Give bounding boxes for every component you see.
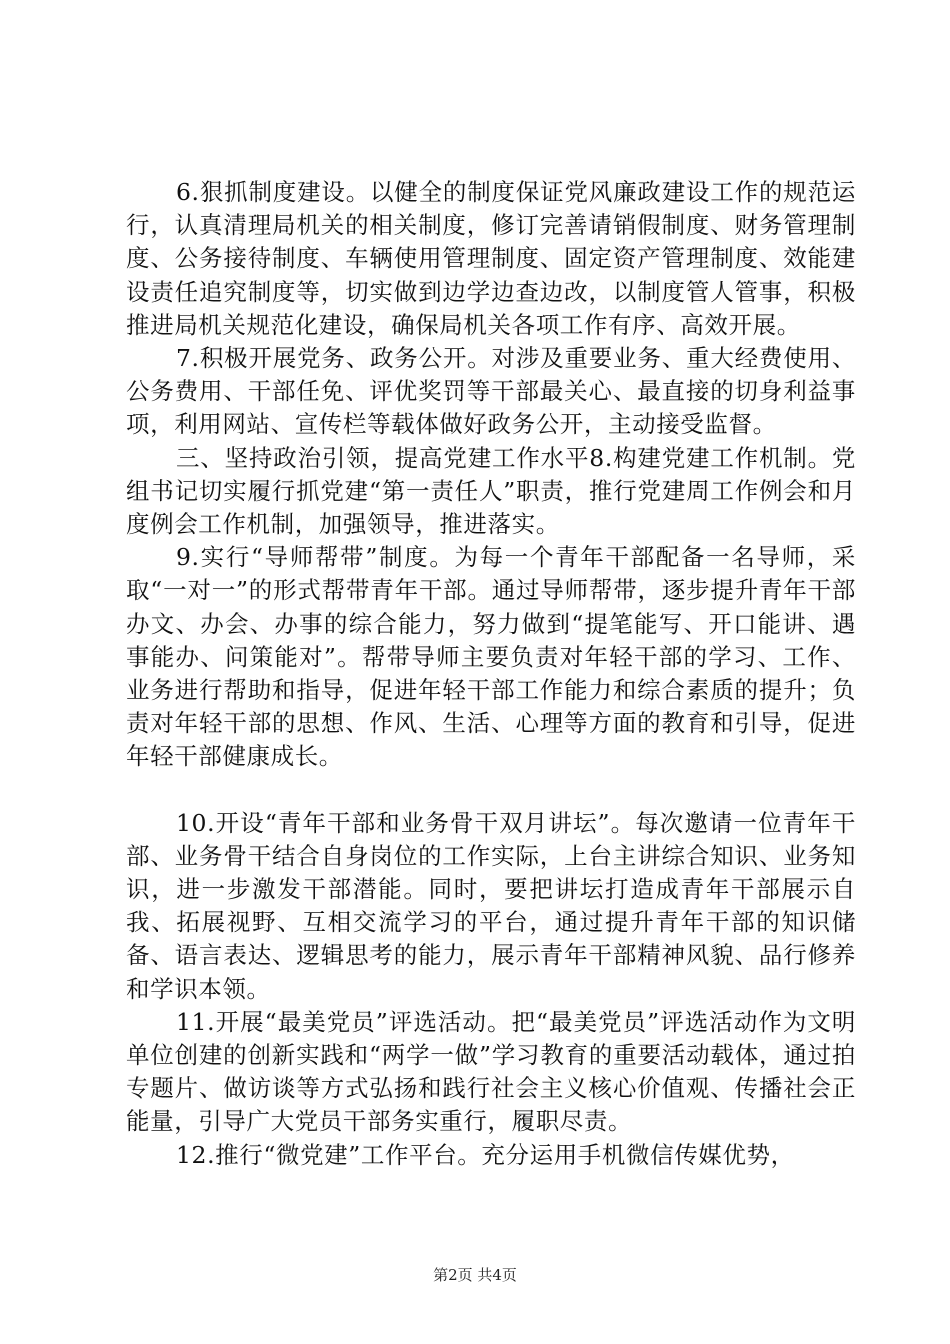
- document-body: [126, 176, 856, 1172]
- paragraph-9-mentor-system: 9.实行“导师帮带”制度。为每一个青年干部配备一名导师，采取“一对一”的形式帮带青年干部。通过导师帮带，逐步提升青年干部办文、办会、办事的综合能力，努力做到“提笔能写、开口能讲、遇事能办、问策能对”。帮带导师主要负责对年轻干部的学习、工作、业务进行帮助和指导，促进年轻干部工作能力和综合素质的提升；负责对年轻干部的思想、作风、生活、心理等方面的教育和引导，促进年轻干部健康成长。: [126, 543, 856, 771]
- paragraph-10-youth-forum: 10.开设“青年干部和业务骨干双月讲坛”。每次邀请一位青年干部、业务骨干结合自身岗位的工作实际，上台主讲综合知识、业务知识，进一步激发干部潜能。同时，要把讲坛打造成青年干部展示自我、拓展视野、互相交流学习的平台，通过提升青年干部的知识储备、语言表达、逻辑思考的能力，展示青年干部精神风貌、品行修养和学识本领。: [126, 808, 856, 1003]
- paragraph-7-public-affairs: 7.积极开展党务、政务公开。对涉及重要业务、重大经费使用、公务费用、干部任免、评优奖罚等干部最关心、最直接的切身利益事项，利用网站、宣传栏等载体做好政务公开，主动接受监督。: [126, 344, 856, 439]
- paragraph-6-institution-building: 6.狠抓制度建设。以健全的制度保证党风廉政建设工作的规范运行，认真清理局机关的相关制度，修订完善请销假制度、财务管理制度、公务接待制度、车辆使用管理制度、固定资产管理制度、效能建设责任追究制度等，切实做到边学边查边改，以制度管人管事，积极推进局机关规范化建设，确保局机关各项工作有序、高效开展。: [126, 178, 856, 339]
- page-number-footer: 第2页 共4页: [433, 1266, 517, 1284]
- paragraph-12-micro-party-building: 12.推行“微党建”工作平台。充分运用手机微信传媒优势，: [176, 1140, 795, 1169]
- paragraph-11-best-party-member: 11.开展“最美党员”评选活动。把“最美党员”评选活动作为文明单位创建的创新实践和“两学一做”学习教育的重要活动载体，通过拍专题片、做访谈等方式弘扬和践行社会主义核心价值观、传播社会正能量，引导广大党员干部务实重行，履职尽责。: [126, 1007, 856, 1136]
- paragraph-section-3-political-leadership: 三、坚持政治引领，提高党建工作水平8.构建党建工作机制。党组书记切实履行抓党建“第一责任人”职责，推行党建周工作例会和月度例会工作机制，加强领导，推进落实。: [126, 443, 856, 539]
